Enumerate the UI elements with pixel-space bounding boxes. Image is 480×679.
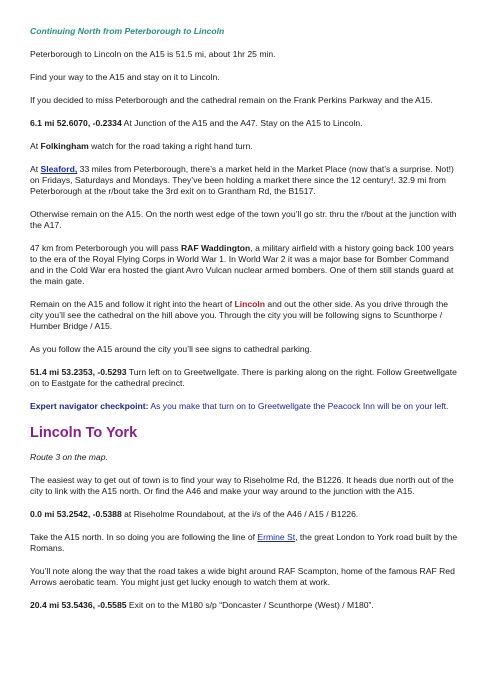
paragraph-lincoln: Remain on the A15 and follow it right into the heart of Lincoln and out the other side. As you drive through the city you’ll see the cathedral on the hill above you. Through the city you will be following signs to Scunthorpe / Humber Bridge / A15.: [30, 299, 449, 331]
place-lincoln: Lincoln: [234, 299, 266, 309]
paragraph-m180-exit: 20.4 mi 53.5436, -0.5585 Exit on to the M180 s/p “Doncaster / Scunthorpe (West) / M180”.: [30, 600, 374, 610]
waypoint-coords: 51.4 mi 53.2353, -0.5293: [30, 367, 127, 377]
paragraph-raf-scampton: You’ll note along the way that the road takes a wide bight around RAF Scampton, home of the famous RAF Red Arrows aerobatic team. You might just get lucky enough to watch them at work.: [30, 566, 455, 587]
waypoint-coords: 20.4 mi 53.5436, -0.5585: [30, 600, 127, 610]
paragraph-folkingham: At Folkingham watch for the road taking a right hand turn.: [30, 141, 253, 151]
section-heading-peterborough-lincoln: Continuing North from Peterborough to Lincoln: [30, 26, 225, 36]
sleaford-link[interactable]: Sleaford,: [40, 164, 78, 174]
ermine-st-link[interactable]: Ermine St: [257, 532, 296, 542]
place-folkingham: Folkingham: [40, 141, 89, 151]
paragraph-junction-a47: 6.1 mi 52.6070, -0.2334 At Junction of the A15 and the A47. Stay on the A15 to Lincoln.: [30, 118, 363, 128]
paragraph-distance: Peterborough to Lincoln on the A15 is 51.5 mi, about 1hr 25 min.: [30, 49, 276, 59]
place-raf-waddington: RAF Waddington: [180, 243, 251, 253]
document-page: [30, 26, 460, 623]
paragraph-find-a15: Find your way to the A15 and stay on it to Lincoln.: [30, 72, 220, 82]
paragraph-ermine-st: Take the A15 north. In so doing you are following the line of Ermine St, the great London to York road built by the Romans.: [30, 532, 458, 553]
waypoint-coords: 6.1 mi 52.6070, -0.2334: [30, 118, 122, 128]
paragraph-expert-checkpoint: Expert navigator checkpoint: As you make that turn on to Greetwellgate the Peacock Inn will be on your left.: [30, 401, 449, 411]
paragraph-raf-waddington: 47 km from Peterborough you will pass RAF Waddington, a military airfield with a history going back 100 years to the era of the Royal Flying Corps in World War 1. In World War 2 it was a major base for Bomber Command and in the Cold War era hosted the giant Avro Vulcan nuclear armed bombers. One of them still stands guard at the main gate.: [30, 243, 454, 286]
paragraph-leave-town: The easiest way to get out of town is to find your way to Riseholme Rd, the B1226. It heads due north out of the city to link with the A15 north. Or find the A46 and make your way around to the junction with the A15.: [30, 475, 454, 496]
paragraph-cathedral-parking: As you follow the A15 around the city you’ll see signs to cathedral parking.: [30, 344, 312, 354]
paragraph-greetwellgate: 51.4 mi 53.2353, -0.5293 Turn left on to Greetwellgate. There is parking along on the right. Follow Greetwellgate on to Eastgate for the cathedral precinct.: [30, 367, 457, 388]
route-note: Route 3 on the map.: [30, 452, 108, 462]
paragraph-riseholme: 0.0 mi 53.2542, -0.5388 at Riseholme Roundabout, at the i/s of the A46 / A15 / B1226.: [30, 509, 359, 519]
paragraph-miss-peterborough: If you decided to miss Peterborough and the cathedral remain on the Frank Perkins Parkway and the A15.: [30, 95, 433, 105]
paragraph-a17-junction: Otherwise remain on the A15. On the north west edge of the town you’ll go str. thru the r/bout at the junction with the A17.: [30, 209, 457, 230]
section-heading-lincoln-york: Lincoln To York: [30, 425, 138, 441]
paragraph-sleaford: At Sleaford, 33 miles from Peterborough, there’s a market held in the Market Place (now that’s a surprise. Not!) on Fridays, Saturdays and Mondays. They’ve been holding a market there since the 12 century!. 32.9 mi from Peterborough at the r/bout take the 3rd exit on to Grantham Rd, the B1517.: [30, 164, 454, 196]
waypoint-coords: 0.0 mi 53.2542, -0.5388: [30, 509, 122, 519]
checkpoint-label: Expert navigator checkpoint:: [30, 401, 149, 411]
